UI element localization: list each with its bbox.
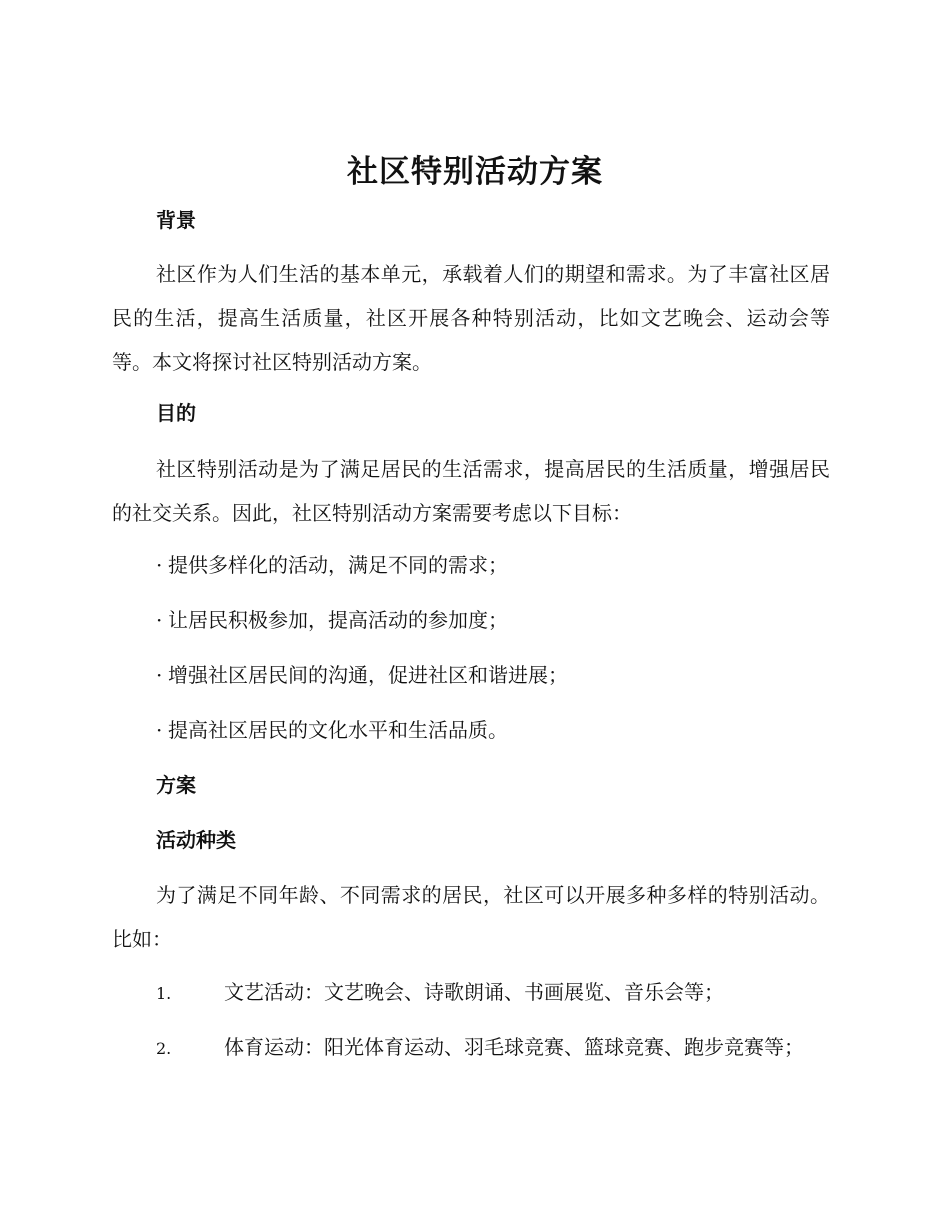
goal-text: 增强社区居民间的沟通，促进社区和谐进展； [168,663,568,687]
bullet-dot-icon: · [156,718,163,742]
goal-text: 提供多样化的活动，满足不同的需求； [168,553,508,577]
bullet-dot-icon: · [156,553,163,577]
section-heading-plan: 方案 [156,773,196,797]
activity-text: 体育运动：阳光体育运动、羽毛球竞赛、篮球竞赛、跑步竞赛等； [224,1035,804,1059]
document-title: 社区特别活动方案 [347,154,603,190]
activity-types-paragraph: 为了满足不同年龄、不同需求的居民，社区可以开展多种多样的特别活动。比如： [112,883,830,951]
activity-number: 2. [156,1039,172,1058]
activity-text: 文艺活动：文艺晚会、诗歌朗诵、书画展览、音乐会等； [224,980,724,1004]
background-paragraph: 社区作为人们生活的基本单元，承载着人们的期望和需求。为了丰富社区居民的生活，提高生活质量，社区开展各种特别活动，比如文艺晚会、运动会等等。本文将探讨社区特别活动方案。 [112,262,830,374]
goal-list-item [156,605,508,635]
bullet-dot-icon: · [156,608,163,632]
bullet-dot-icon: · [156,663,163,687]
section-heading-activity-types: 活动种类 [156,828,236,852]
goal-list-item [156,550,508,580]
section-heading-background: 背景 [156,208,196,232]
activity-number: 1. [156,984,172,1003]
activity-list-item [112,970,830,1016]
goal-text: 让居民积极参加，提高活动的参加度； [168,608,508,632]
section-heading-purpose: 目的 [156,401,196,425]
goal-list-item [156,660,568,690]
goal-text: 提高社区居民的文化水平和生活品质。 [168,718,508,742]
activity-list-item [112,1025,830,1071]
goal-list-item [156,715,508,745]
purpose-paragraph: 社区特别活动是为了满足居民的生活需求，提高居民的生活质量，增强居民的社交关系。因此，社区特别活动方案需要考虑以下目标： [112,457,830,525]
